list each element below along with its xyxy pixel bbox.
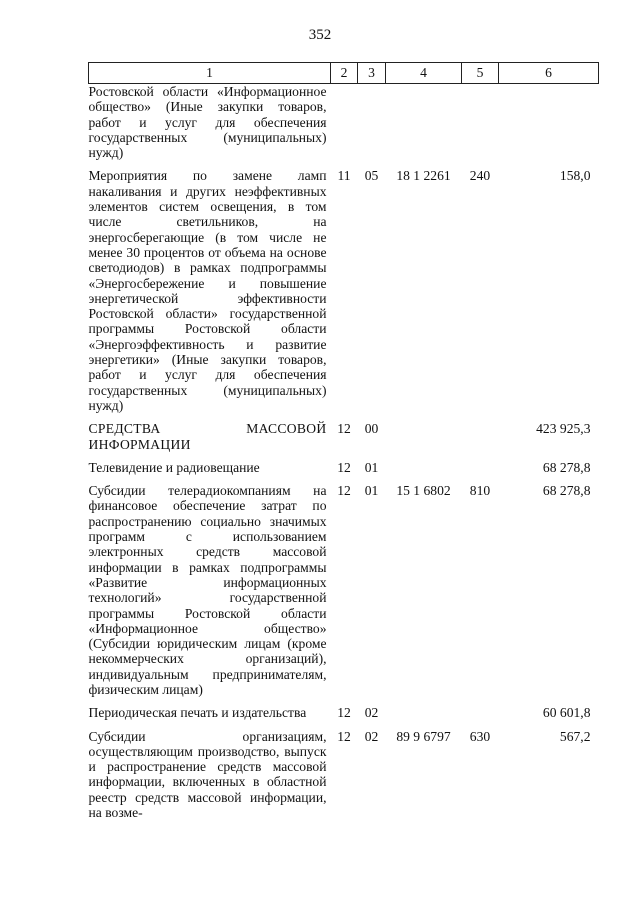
table-row [89, 421, 599, 460]
table-row [89, 729, 599, 821]
table-row [89, 460, 599, 483]
row-sum: 68 278,8 [542, 483, 591, 499]
row-pr: 01 [364, 459, 379, 475]
header-col-5: 5 [462, 63, 499, 84]
row-rz: 12 [337, 483, 351, 499]
row-sum: 60 601,8 [542, 705, 591, 721]
row-pr: 02 [364, 728, 379, 744]
row-name: Телевидение и радиовещание [88, 459, 260, 475]
row-rz: 12 [337, 421, 351, 437]
header-col-3: 3 [358, 63, 386, 84]
row-vr: 810 [469, 483, 491, 499]
page-number: 352 [308, 27, 332, 43]
row-vr: 240 [469, 168, 491, 184]
row-pr: 05 [364, 168, 379, 184]
row-pr [358, 84, 386, 169]
row-name: СРЕДСТВА МАССОВОЙ ИНФОРМАЦИИ [88, 421, 327, 452]
row-sum: 567,2 [559, 728, 591, 744]
row-pr: 02 [364, 705, 379, 721]
table-row [89, 705, 599, 728]
row-pr: 01 [364, 483, 379, 499]
row-vr [462, 705, 499, 728]
row-vr [462, 84, 499, 169]
row-csr [386, 421, 462, 460]
row-sum: 158,0 [559, 168, 591, 184]
table-row [89, 168, 599, 421]
row-rz: 11 [337, 168, 351, 184]
table-row [89, 84, 599, 169]
row-vr [462, 460, 499, 483]
row-name: Субсидии организациям, осуществляющим производство, выпуск и распространение средств массовой информации, включенных в областной реестр средств массовой информации, на возме- [88, 728, 327, 821]
row-pr: 00 [364, 421, 379, 437]
header-col-2: 2 [331, 63, 358, 84]
table-row [89, 483, 599, 705]
row-rz: 12 [337, 728, 351, 744]
row-csr [386, 460, 462, 483]
row-name: Ростовской области «Информационное общество» (Иные закупки товаров, работ и услуг для обеспечения государственных (муниципальных) нужд) [88, 84, 327, 161]
row-rz [331, 84, 358, 169]
row-sum: 423 925,3 [536, 421, 591, 437]
row-csr [386, 705, 462, 728]
row-csr: 15 1 6802 [396, 483, 451, 499]
row-name: Мероприятия по замене ламп накаливания и других неэффективных элементов систем освещения, в том числе светильников, на энергосберегающие (в том числе не менее 30 процентов от объема на основе светодиодов) в рамках подпрограммы «Энергосбережение и повышение энергетической эффективности Ростовской области» государственной программы Ростовской области «Энергоэффективность и развитие энергетики» (Иные закупки товаров, работ и услуг для обеспечения государственных (муниципальных) нужд) [88, 168, 327, 413]
row-csr: 18 1 2261 [396, 168, 451, 184]
row-name: Периодическая печать и издательства [88, 705, 307, 721]
budget-table [88, 62, 599, 820]
row-rz: 12 [337, 459, 351, 475]
header-col-4: 4 [386, 63, 462, 84]
row-sum: 68 278,8 [542, 459, 591, 475]
row-csr: 89 9 6797 [396, 728, 451, 744]
row-rz: 12 [337, 705, 351, 721]
row-vr: 630 [469, 728, 491, 744]
row-csr [386, 84, 462, 169]
header-col-1: 1 [89, 63, 331, 84]
row-name: Субсидии телерадиокомпаниям на финансовое обеспечение затрат по распространению социально значимых программ с использованием электронных средств массовой информации в рамках подпрограммы «Развитие информационных технологий» государственной программы Ростовской области «Информационное общество» (Субсидии юридическим лицам (кроме некоммерческих организаций), индивидуальным предпринимателям, физическим лицам) [88, 483, 327, 697]
row-vr [462, 421, 499, 460]
header-col-6: 6 [499, 63, 599, 84]
table-header [89, 63, 599, 84]
row-sum [499, 84, 599, 169]
